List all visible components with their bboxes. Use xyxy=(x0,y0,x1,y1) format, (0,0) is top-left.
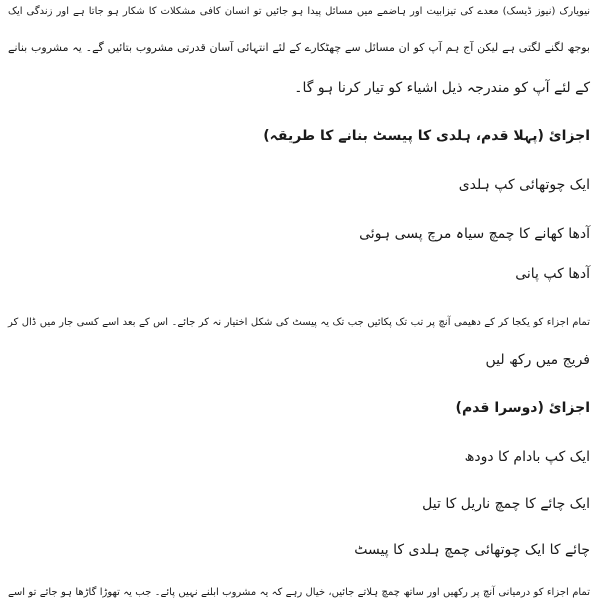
step1-method-line-1: تمام اجزاء کو یکجا کر کے دھیمی آنچ پر تب تک پکائیں جب تک یہ پیسٹ کی شکل اختیار نہ کر جائے۔ اس کے بعد اسے کسی جار میں ڈال کر xyxy=(8,317,590,328)
step1-method-line-2: فریج میں رکھ لیں xyxy=(485,352,590,368)
step2-ingredient-2: ایک چائے کا چمچ ناریل کا تیل xyxy=(422,496,590,512)
step2-heading: اجزائ (دوسرا قدم) xyxy=(455,400,590,416)
intro-line-1: نیویارک (نیوز ڈیسک) معدے کی تیزابیت اور ہاضمے میں مسائل پیدا ہو جائیں تو انسان کافی مشکلات کا شکار ہو جاتا ہے اور زندگی ایک xyxy=(8,6,590,17)
step1-ingredient-2: آدھا کھانے کا چمچ سیاہ مرچ پسی ہوئی xyxy=(359,226,590,242)
step2-method-line-1: تمام اجزاء کو درمیانی آنچ پر رکھیں اور ساتھ چمچ ہلاتے جائیں، خیال رہے کہ یہ مشروب ابلنے نہیں پائے۔ جب یہ تھوڑا گاڑھا ہو جائے تو اسے xyxy=(8,587,590,598)
step2-ingredient-1: ایک کپ بادام کا دودھ xyxy=(464,449,590,465)
step1-heading: اجزائ (پہلا قدم، ہلدی کا پیسٹ بنانے کا طریقہ) xyxy=(263,128,590,144)
step1-ingredient-1: ایک چوتھائی کپ ہلدی xyxy=(458,177,590,193)
step2-ingredient-3: چائے کا ایک چوتھائی چمچ ہلدی کا پیسٹ xyxy=(354,542,590,558)
intro-line-2: بوجھ لگنے لگتی ہے لیکن آج ہم آپ کو ان مسائل سے چھٹکارے کے لئے انتہائی آسان قدرتی مشروب بتائیں گے۔ یہ مشروب بنانے xyxy=(8,41,590,54)
intro-line-3: کے لئے آپ کو مندرجہ ذیل اشیاء کو تیار کرنا ہو گا۔ xyxy=(294,80,590,96)
step1-ingredient-3: آدھا کپ پانی xyxy=(515,266,590,282)
